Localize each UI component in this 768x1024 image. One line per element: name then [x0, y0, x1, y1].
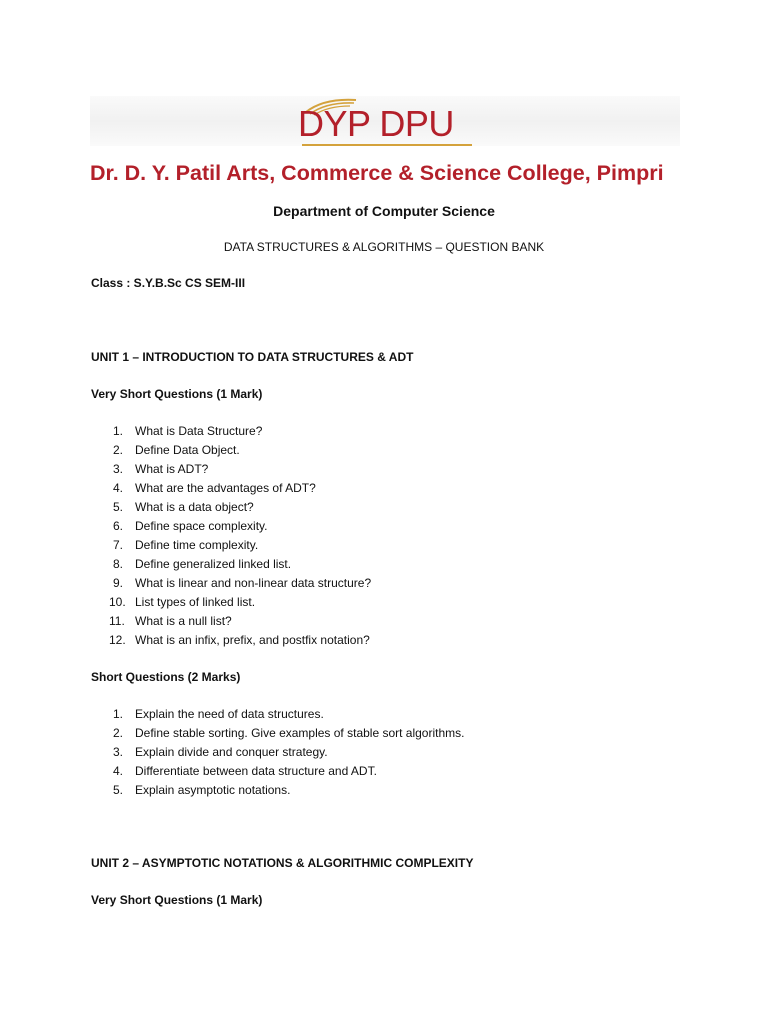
- question-text: Define time complexity.: [135, 538, 259, 552]
- question-text: List types of linked list.: [135, 595, 256, 609]
- unit-1-very-short-heading: Very Short Questions (1 Mark): [91, 387, 263, 401]
- unit-2-very-short-heading: Very Short Questions (1 Mark): [91, 893, 263, 907]
- question-number: 9.: [113, 576, 124, 590]
- list-item: [91, 743, 464, 762]
- list-item: [91, 479, 371, 498]
- question-number: 11.: [109, 614, 125, 628]
- unit-1-title: UNIT 1 – INTRODUCTION TO DATA STRUCTURES & ADT: [91, 350, 414, 364]
- list-item: [91, 441, 371, 460]
- question-text: What is an infix, prefix, and postfix notation?: [135, 633, 370, 647]
- question-text: What is a data object?: [135, 500, 254, 514]
- question-number: 1.: [113, 707, 124, 721]
- question-number: 1.: [113, 424, 124, 438]
- question-number: 4.: [113, 764, 124, 778]
- unit-1-very-short-list: [91, 422, 371, 650]
- question-text: Define Data Object.: [135, 443, 240, 457]
- question-text: Define space complexity.: [135, 519, 268, 533]
- question-text: Explain asymptotic notations.: [135, 783, 291, 797]
- list-item: [91, 724, 464, 743]
- question-number: 3.: [113, 462, 124, 476]
- question-number: 8.: [113, 557, 124, 571]
- question-number: 2.: [113, 443, 124, 457]
- unit-1-short-heading: Short Questions (2 Marks): [91, 670, 241, 684]
- list-item: [91, 593, 371, 612]
- question-number: 4.: [113, 481, 124, 495]
- list-item: [91, 555, 371, 574]
- question-number: 5.: [113, 500, 124, 514]
- list-item: [91, 498, 371, 517]
- list-item: [91, 781, 464, 800]
- department-heading: Department of Computer Science: [273, 203, 495, 219]
- question-text: What is a null list?: [135, 614, 232, 628]
- question-text: Differentiate between data structure and ADT.: [135, 764, 377, 778]
- question-number: 12.: [109, 633, 126, 647]
- question-text: Define stable sorting. Give examples of stable sort algorithms.: [135, 726, 465, 740]
- question-text: What is ADT?: [135, 462, 209, 476]
- list-item: [91, 705, 464, 724]
- unit-1-short-list: [91, 705, 464, 800]
- question-number: 7.: [113, 538, 124, 552]
- list-item: [91, 460, 371, 479]
- question-number: 3.: [113, 745, 124, 759]
- list-item: [91, 631, 371, 650]
- question-number: 6.: [113, 519, 124, 533]
- list-item: [91, 574, 371, 593]
- question-bank-title: DATA STRUCTURES & ALGORITHMS – QUESTION BANK: [223, 240, 545, 254]
- list-item: [91, 612, 371, 631]
- list-item: [91, 536, 371, 555]
- question-number: 2.: [113, 726, 124, 740]
- class-line: Class : S.Y.B.Sc CS SEM-III: [91, 276, 246, 290]
- list-item: [91, 422, 371, 441]
- dyp-dpu-logo: [296, 96, 476, 150]
- logo-text: DYP DPU: [298, 103, 454, 144]
- college-name: Dr. D. Y. Patil Arts, Commerce & Science College, Pimpri: [90, 161, 664, 185]
- question-text: What is linear and non-linear data structure?: [135, 576, 372, 590]
- question-text: Define generalized linked list.: [135, 557, 292, 571]
- question-text: Explain the need of data structures.: [135, 707, 324, 721]
- question-text: What are the advantages of ADT?: [135, 481, 316, 495]
- question-number: 5.: [113, 783, 124, 797]
- logo-underline: [302, 144, 472, 146]
- question-text: Explain divide and conquer strategy.: [135, 745, 328, 759]
- list-item: [91, 517, 371, 536]
- unit-2-title: UNIT 2 – ASYMPTOTIC NOTATIONS & ALGORITHMIC COMPLEXITY: [91, 856, 474, 870]
- question-number: 10.: [109, 595, 126, 609]
- question-text: What is Data Structure?: [135, 424, 263, 438]
- list-item: [91, 762, 464, 781]
